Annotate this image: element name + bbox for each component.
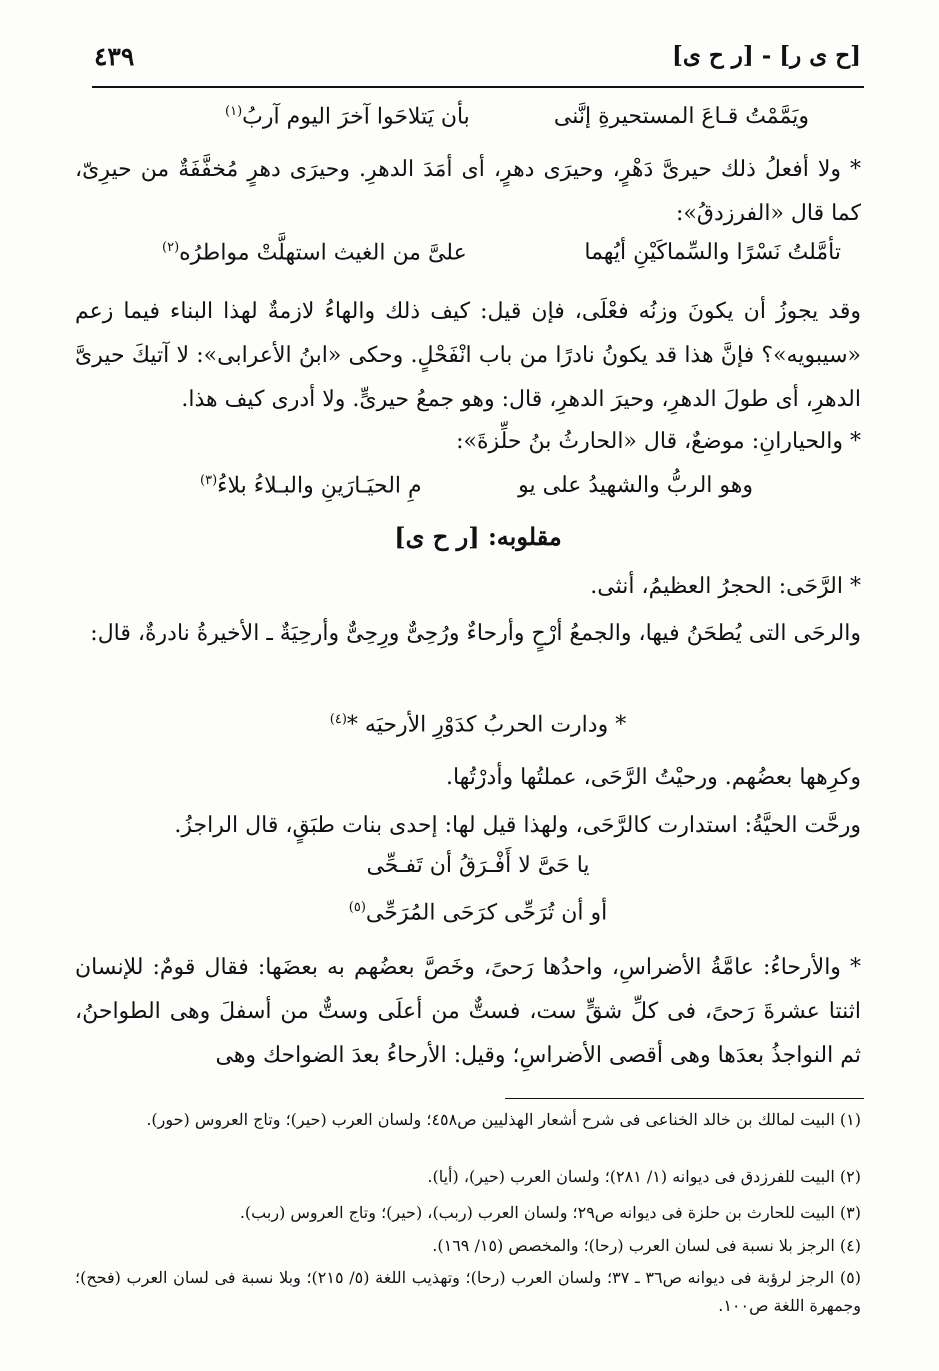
footnote-rule [505,1098,864,1099]
paragraph-1: * ولا أفعلُ ذلك حيرىَّ دَهْرٍ، وحيرَى دهرٍ، أى أمَدَ الدهرِ. وحيرَى دهرٍ مُخفَّفَةٌ من حيرِىّ، كما قال «الفرزدقُ»: [75,157,861,226]
verse-4: * ودارت الحربُ كدَوْرِ الأرحيَه *$^{(٤)}$ [329,712,627,738]
paragraph-8: * والأرحاءُ: عامَّةُ الأضراسِ، واحدُها رَحىً، وخَصَّ بعضُهم به بعضَها: فقال قومٌ: للإنسان اثنتا عشرةَ رَحىً، فى كلِّ شقٍّ ست، فستٌّ من أعلَى وستٌّ من أسفلَ وهى الطواحنُ، ثم النواجذُ بعدَها وهى أقصى الأضراسِ؛ وقيل: الأرحاءُ بعدَ الضواحك وهى [75,955,861,1068]
footnote-ref-4: (٤) [329,712,347,727]
section-heading: مقلوبه: [ر ح ى] [394,522,562,551]
verse-3-hemistich-right: وهو الربُّ والشهيدُ على يو [518,473,753,498]
footnote-2: (٢) البيت للفرزدق فى ديوانه (١/ ٢٨١)؛ ولسان العرب (حير)، (أيا). [427,1167,861,1186]
footnote-ref-2: (٢) [162,240,180,255]
paragraph-7: ورحَّت الحيَّةُ: استدارت كالرَّحَى، ولهذا قيل لها: إحدى بنات طبَقٍ، قال الراجزُ. [174,813,861,838]
verse-3-hemistich-left: مِ الحيَـارَينِ والبـلاءُ بلاءُ$^{(٣)}$ [200,473,422,499]
paragraph-4: * الرَّحَى: الحجرُ العظيمُ، أنثى. [590,574,861,599]
footnote-4: (٤) الرجز بلا نسبة فى لسان العرب (رحا)؛ والمخصص (١٥/ ١٦٩). [432,1236,861,1255]
paragraph-6: وكرِهها بعضُهم. ورحيْتُ الرَّحَى، عملتُها وأدرْتُها. [445,765,861,790]
verse-2-hemistich-left: علىَّ من الغيث استهلَّتْ مواطرُه$^{(٢)}$ [162,240,467,266]
header-rule [92,86,864,88]
footnote-3: (٣) البيت للحارث بن حلزة فى ديوانه ص٢٩؛ ولسان العرب (ربب)، (حير)؛ وتاج العروس (ربب). [239,1203,861,1222]
paragraph-5: والرحَى التى يُطحَنُ فيها، والجمعُ أرْحٍ وأرحاءٌ ورُحِىٌّ ورِحِىٌّ وأرحِيَةٌ ـ الأخيرةُ نادرةٌ، قال: [90,621,861,646]
verse-5-line-2: أو أن تُرَحِّى كرَحَى المُرَحِّى$^{(٥)}$ [348,900,608,926]
verse-5-line-1: يا حَىَّ لا أَفْـرَقُ أن تَفـحِّى [366,853,590,878]
verse-1-hemistich-right: ويَمَّمْتُ قـاعَ المستحيرةِ إنَّنى [553,104,809,129]
verse-2-hemistich-right: تأمَّلتُ نَسْرًا والسِّماكَيْنِ أيُهما [584,240,841,265]
footnote-ref-5: (٥) [348,900,366,915]
footnote-1: (١) البيت لمالك بن خالد الخناعى فى شرح أشعار الهذليين ص٤٥٨؛ ولسان العرب (حير)؛ وتاج العروس (حور). [146,1110,861,1129]
footnote-ref-3: (٣) [200,473,218,488]
verse-1-hemistich-left: بأن يَتلاحَوا آخرَ اليوم آربُ$^{(١)}$ [225,104,470,130]
paragraph-2: وقد يجوزُ أن يكونَ وزنُه فعْلَى، فإن قيل: كيف ذلك والهاءُ لازمةٌ لهذا البناء فيما زعم «سيبويه»؟ فإنَّ هذا قد يكونُ نادرًا من باب انْفَحْلٍ. وحكى «ابنُ الأعرابى»: لا آتيكَ حيرىَّ الدهرِ، أى طولَ الدهرِ، وحيرَ الدهرِ، قال: وهو جمعُ حيرىٍّ. ولا أدرى كيف هذا. [75,299,861,412]
running-title: [ح ى ر] - [ر ح ى] [671,42,861,69]
paragraph-3: * والحيارانِ: موضعٌ، قال «الحارثُ بنُ حلِّزةَ»: [456,429,861,454]
page-number: ٤٣٩ [94,42,135,71]
footnote-5: (٥) الرجز لرؤبة فى ديوانه ص٣٦ ـ ٣٧؛ ولسان العرب (رحا)؛ وتهذيب اللغة (٥/ ٢١٥)؛ وبلا نسبة فى لسان العرب (فحح)؛ وجمهرة اللغة ص١٠٠. [75,1268,862,1315]
footnote-ref-1: (١) [225,104,243,119]
